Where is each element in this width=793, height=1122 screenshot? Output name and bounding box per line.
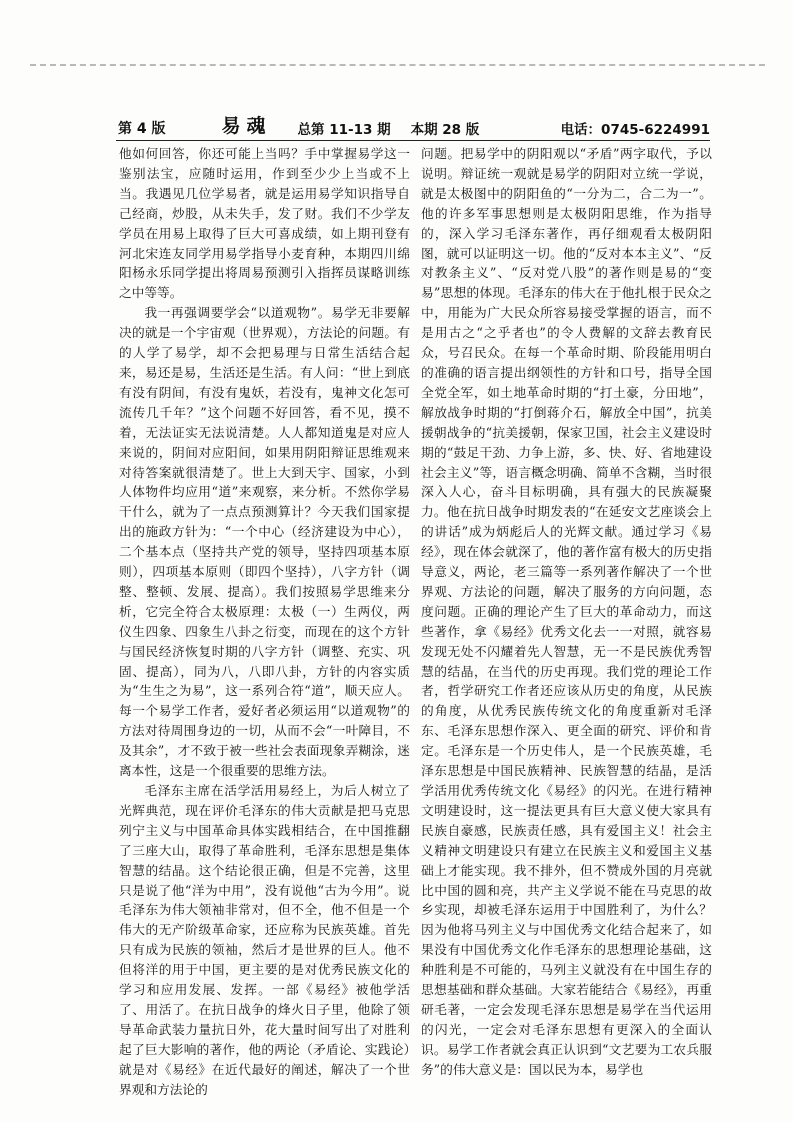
issue-number: 总第 11-13 期 bbox=[297, 122, 391, 138]
header-rule bbox=[116, 140, 710, 141]
paragraph: 问题。把易学中的阴阳观以“矛盾”两字取代，予以说明。辩证统一观就是易学的阴阳对立统一学说，就是太极图中的阴阳鱼的“一分为二，合二为一”。他的许多军事思想则是太极阴阳思维，作为指导的，深入学习毛泽东著作，再仔细观看太极阴阳图，就可以证明这一切。他的“反对本本主义”、“反对教条主义”、“反对党八股”的著作则是易的“变易”思想的体现。毛泽东的伟大在于他扎根于民众之中，用能为广大民众所容易接受掌握的语言，而不是用古之“之乎者也”的令人费解的文辞去教育民众，号召民众。在每一个革命时期、阶段能用明白的准确的语言提出纲领性的方针和口号，指导全国全党全军，如土地革命时期的“打土豪，分田地”，解放战争时期的“打倒蒋介石，解放全中国”，抗美援朝战争的“抗美援朝，保家卫国，社会主义建设时期的“鼓足干劲、力争上游，多、快、好、省地建设社会主义”等，语言概念明确、简单不含糊，当时很深入人心，奋斗目标明确，具有强大的民族凝聚力。他在抗日战争时期发表的“在延安文艺座谈会上的讲话”成为炳彪后人的光辉文献。通过学习《易经》，现在体会就深了，他的著作富有极大的历史指导意义，两论，老三篇等一系列著作解决了一个世界观、方法论的问题，解决了服务的方向问题，态度问题。正确的理论产生了巨大的革命动力，而这些著作，拿《易经》优秀文化去一一对照，就容易发现无处不闪耀着先人智慧，无一不是民族优秀智慧的结晶，在当代的历史再现。我们党的理论工作者，哲学研究工作者还应该从历史的角度，从民族的角度，从优秀民族传统文化的角度重新对毛泽东、毛泽东思想作深入、更全面的研究、评价和肯定。毛泽东是一个历史伟人，是一个民族英雄，毛泽东思想是中国民族精神、民族智慧的结晶，是活学活用优秀传统文化《易经》的闪光。在进行精神文明建设时，这一提法更具有巨大意义使大家具有民族自豪感，民族责任感，具有爱国主义！社会主义精神文明建设只有建立在民族主义和爱国主义基础上才能实现。我不排外，但不赞成外国的月亮就比中国的圆和亮，共产主义学说不能在马克思的故乡实现，却被毛泽东运用于中国胜利了，为什么？因为他将马列主义与中国优秀文化结合起来了，如果没有中国优秀文化作毛泽东的思想理论基础，这种胜利是不可能的，马列主义就没有在中国生存的思想基础和群众基础。大家若能结合《易经》，再重研毛著，一定会发现毛泽东思想是易学在当代运用的闪光，一定会对毛泽东思想有更深入的全面认识。易学工作者就会真正认识到“文艺要为工农兵服务”的伟大意义是：国以民为本，易学也 bbox=[421, 146, 712, 1077]
paper-name: 易魂 bbox=[221, 115, 272, 137]
paragraph: 毛泽东主席在活学活用易经上，为后人树立了光辉典范，现在评价毛泽东的伟大贡献是把马克思列宁主义与中国革命具体实践相结合，在中国推翻了三座大山，取得了革命胜利，毛泽东思想是集体智慧的结晶。这个结论很正确，但是不完善，这里只是说了他“洋为中用”，没有说他“古为今用”。说毛泽东为伟大领袖非常对，但不全，他不但是一个伟大的无产阶级革命家，还应称为民族英雄。首先只有成为民族的领袖，然后才是世界的巨人。他不但将洋的用于中国，更主要的是对优秀民族文化的学习和应用发展、发挥。一部《易经》被他学活了、用活了。在抗日战争的烽火日子里，他除了领导革命武装力量抗日外，花大量时间写出了对胜利起了巨大影响的著作，他的两论（矛盾论、实践论）就是对《易经》在近代最好的阐述，解决了一个世界观和方法论的 bbox=[119, 783, 410, 1097]
paragraph: 他如何回答，你还可能上当吗？手中掌握易学这一鉴别法宝，应随时运用，作到至少少上当或不上当。我遇见几位学易者，就是运用易学知识指导自己经商，炒股，从未失手，发了财。我们不少学友学员在用易上取得了巨大可喜成绩，如上期刊登有河北宋连友同学用易学指导小麦育种，本期四川绵阳杨永乐同学提出将周易预测引入指挥员谋略训练之中等等。 bbox=[119, 146, 410, 301]
scan-edge-line bbox=[30, 64, 765, 66]
edition-label: 第 4 版 bbox=[118, 121, 166, 137]
edition-count: 本期 28 版 bbox=[410, 122, 480, 138]
page-header bbox=[118, 116, 710, 138]
left-column bbox=[119, 144, 410, 1100]
phone-number: 电话：0745-6224991 bbox=[560, 122, 710, 138]
right-column bbox=[421, 144, 712, 1080]
paragraph: 我一再强调要学会“以道观物”。易学无非要解决的就是一个宇宙观（世界观），方法论的问题。有的人学了易学，却不会把易理与日常生活结合起来，易还是易，生活还是生活。有人问：“世上到底有没有阴间，有没有鬼妖，若没有，鬼神文化怎可流传几千年？”这个问题不好回答，看不见，摸不着，无法证实无法说清楚。人人都知道鬼是对应人来说的，阴间对应阳间，如果用阴阳辩证思维观来对待答案就很清楚了。世上大到天宇、国家，小到人体物件均应用“道”来观察，来分析。不然你学易干什么，就为了一点点预测算计？今天我们国家提出的施政方针为：“一个中心（经济建设为中心），二个基本点（坚持共产党的领导，坚持四项基本原则），四项基本原则（即四个坚持），八字方针（调整、整顿、发展、提高）。我们按照易学思维来分析，它完全符合太极原理：太极（一）生两仪，两仪生四象、四象生八卦之衍变，而现在的这个方针与国民经济恢复时期的八字方针（调整、充实、巩固、提高），同为八，八即八卦，方针的内容实质为“生生之为易”，这一系列合符“道”，顺天应人。每一个易学工作者，爱好者必须运用“以道观物”的方法对待周围身边的一切，从而不会“一叶障目，不及其余”，才不致于被一些社会表面现象弄糊涂，迷离本性，这是一个很重要的思维方法。 bbox=[119, 305, 410, 779]
